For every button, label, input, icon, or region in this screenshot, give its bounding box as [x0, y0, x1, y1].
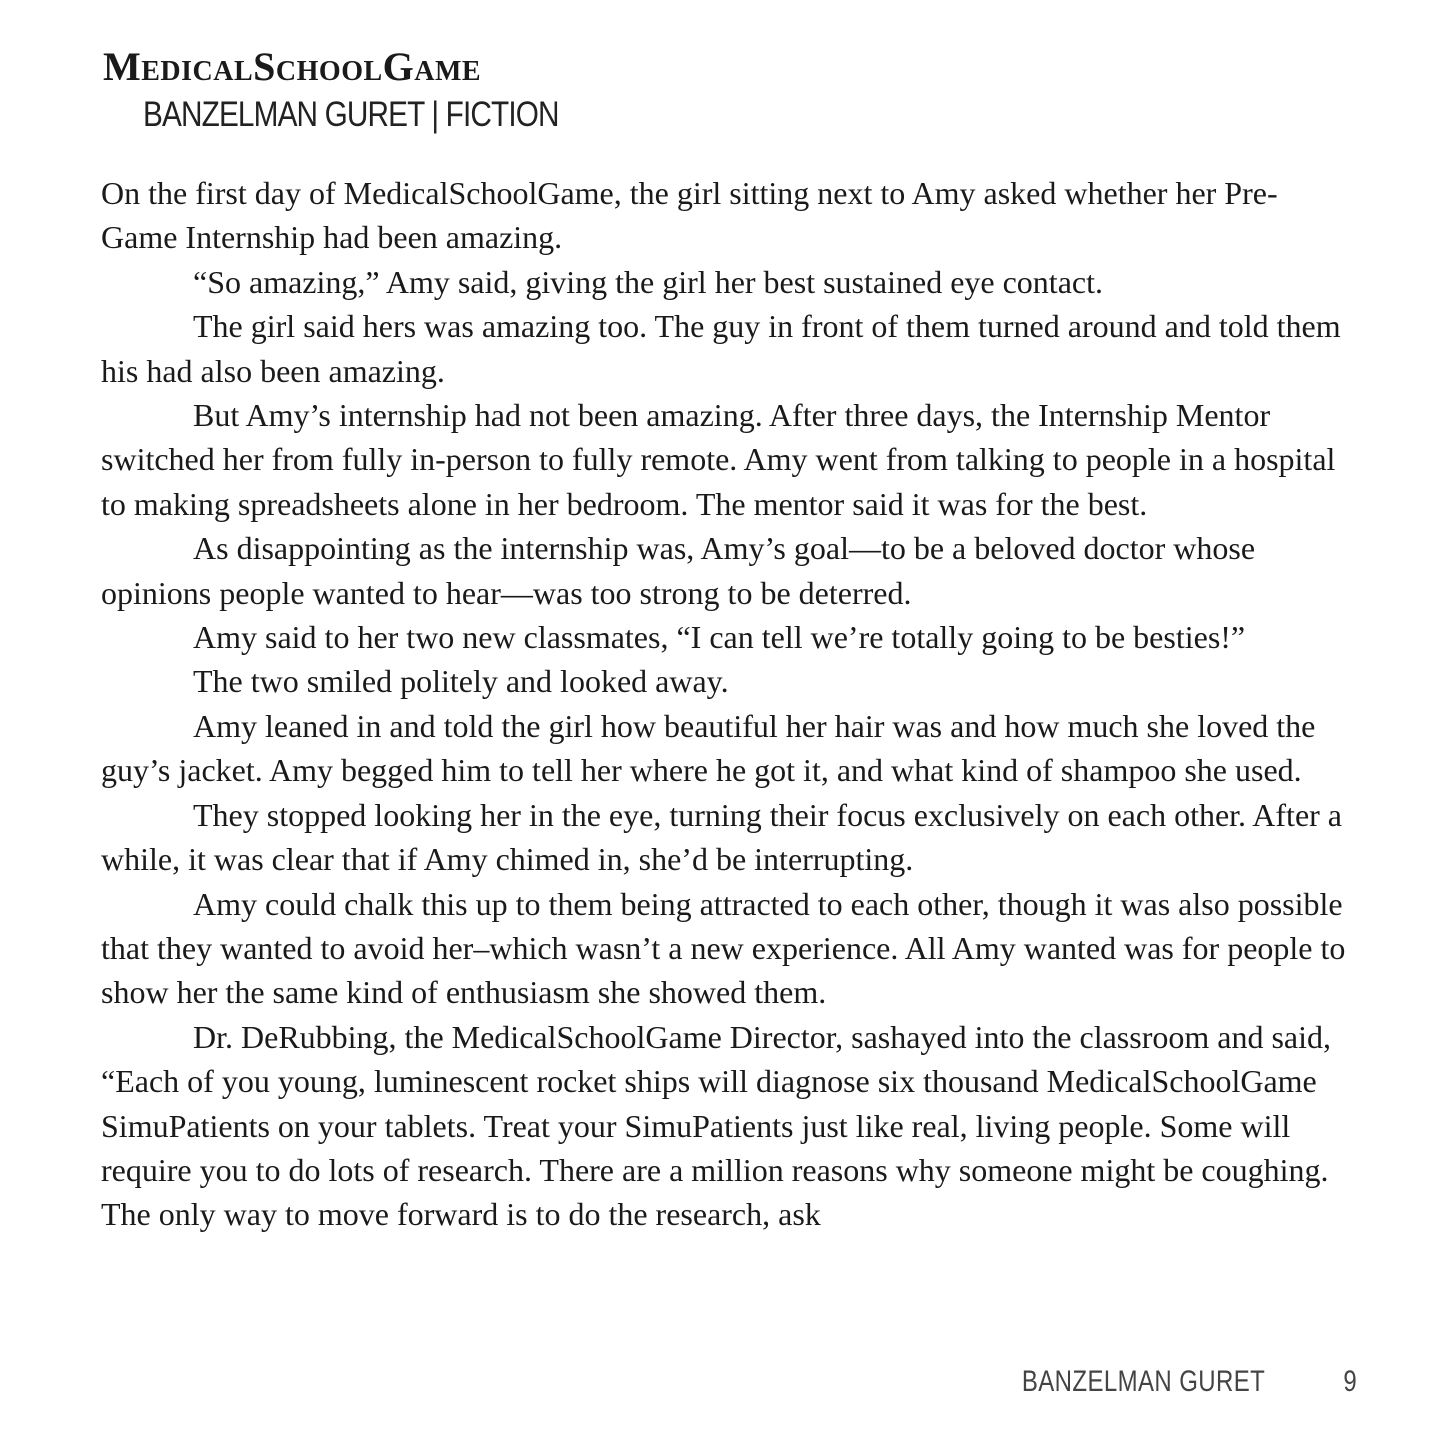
paragraph: Amy leaned in and told the girl how beautiful her hair was and how much she loved the guy’s jacket. Amy begged him to tell her where he got it, and what kind of shampoo she used.: [101, 707, 1316, 789]
author-byline: BANZELMAN GURET | FICTION: [143, 95, 559, 134]
paragraph: “So amazing,” Amy said, giving the girl her best sustained eye contact.: [193, 263, 1103, 300]
paragraph: Amy said to her two new classmates, “I can tell we’re totally going to be besties!”: [193, 619, 1246, 656]
story-body: [101, 171, 1353, 1237]
paragraph: As disappointing as the internship was, Amy’s goal—to be a beloved doctor whose opinions people wanted to hear—was too strong to be deterred.: [101, 530, 1256, 611]
page-number: 9: [1343, 1365, 1357, 1398]
paragraph: They stopped looking her in the eye, turning their focus exclusively on each other. After a while, it was clear that if Amy chimed in, she’d be interrupting.: [101, 796, 1342, 878]
footer-author: BANZELMAN GURET: [1021, 1365, 1265, 1398]
paragraph: The girl said hers was amazing too. The guy in front of them turned around and told them his had also been amazing.: [101, 308, 1341, 389]
paragraph: The two smiled politely and looked away.: [193, 663, 729, 700]
paragraph: Dr. DeRubbing, the MedicalSchoolGame Director, sashayed into the classroom and said, “Each of you young, luminescent rocket ships will diagnose six thousand MedicalSchoolGame SimuPatients on your tablets. Treat your SimuPatients just like real, living people. Some will require you to do lots of research. There are a million reasons why someone might be coughing. The only way to move forward is to do the research, ask: [101, 1018, 1331, 1233]
paragraph: Amy could chalk this up to them being attracted to each other, though it was also possible that they wanted to avoid her–which wasn’t a new experience. All Amy wanted was for people to show her the same kind of enthusiasm she showed them.: [101, 885, 1346, 1011]
paragraph: On the first day of MedicalSchoolGame, the girl sitting next to Amy asked whether her Pre-Game Internship had been amazing.: [101, 175, 1278, 256]
story-title: MedicalSchoolGame: [103, 44, 482, 89]
paragraph: But Amy’s internship had not been amazing. After three days, the Internship Mentor switched her from fully in-person to fully remote. Amy went from talking to people in a hospital to making spreadsheets alone in her bedroom. The mentor said it was for the best.: [101, 397, 1336, 522]
